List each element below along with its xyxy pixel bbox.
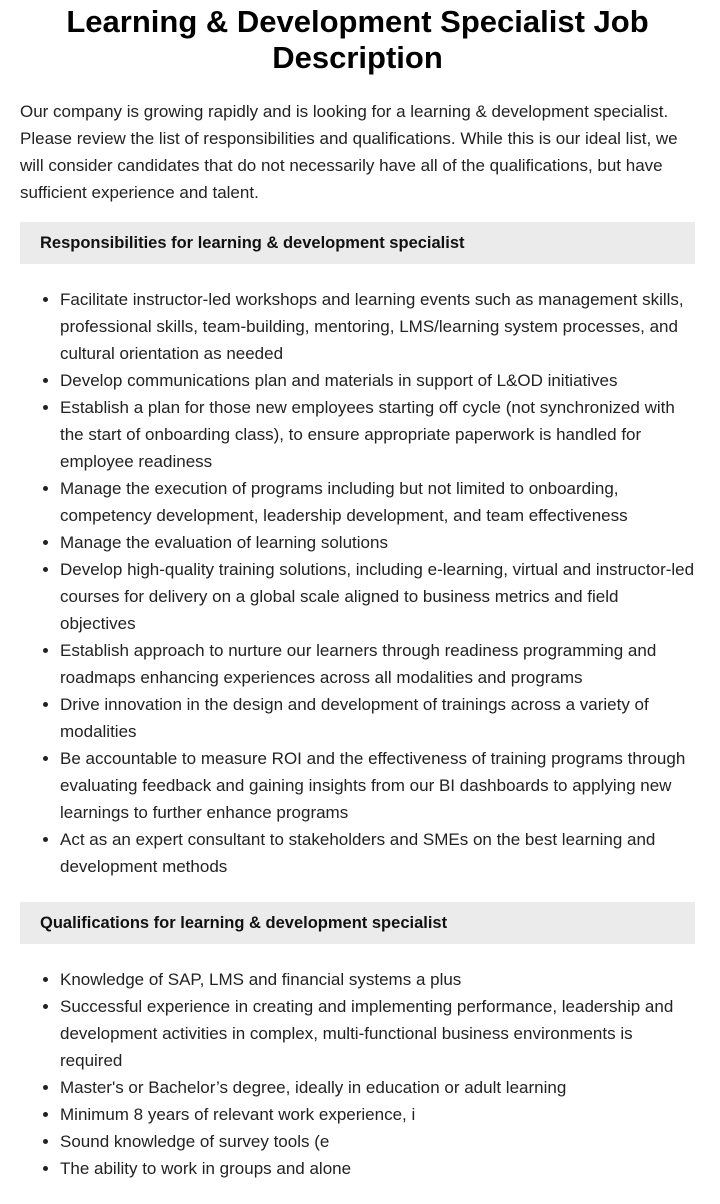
list-item: • The ability to work in groups and alone [60, 1155, 695, 1182]
list-item: • Master's or Bachelor’s degree, ideally in education or adult learning [60, 1074, 695, 1101]
list-item: • Act as an expert consultant to stakeholders and SMEs on the best learning and development methods [60, 826, 695, 880]
qualifications-heading: Qualifications for learning & development specialist [20, 902, 695, 944]
list-item: • Develop communications plan and materials in support of L&OD initiatives [60, 367, 695, 394]
list-item: • Successful experience in creating and implementing performance, leadership and development activities in complex, multi-functional business environments is required [60, 993, 695, 1074]
list-item: • Be accountable to measure ROI and the effectiveness of training programs through evaluating feedback and gaining insights from our BI dashboards to applying new learnings to further enhance programs [60, 745, 695, 826]
intro-paragraph: Our company is growing rapidly and is looking for a learning & development specialist. Please review the list of responsibilities and qualifications. While this is our ideal list, we will consider candidates that do not necessarily have all of the qualifications, but have sufficient experience and talent. [20, 102, 678, 202]
list-item: • Manage the evaluation of learning solutions [60, 529, 695, 556]
list-item: • Minimum 8 years of relevant work experience, i [60, 1101, 695, 1128]
list-item: • Establish approach to nurture our learners through readiness programming and roadmaps enhancing experiences across all modalities and programs [60, 637, 695, 691]
list-item: • Manage the execution of programs including but not limited to onboarding, competency development, leadership development, and team effectiveness [60, 475, 695, 529]
list-item: • Develop high-quality training solutions, including e-learning, virtual and instructor-led courses for delivery on a global scale aligned to business metrics and field objectives [60, 556, 695, 637]
responsibilities-heading: Responsibilities for learning & development specialist [20, 222, 695, 264]
qualifications-list [20, 966, 695, 1182]
list-item: • Sound knowledge of survey tools (e [60, 1128, 695, 1155]
list-item: • Facilitate instructor-led workshops and learning events such as management skills, professional skills, team-building, mentoring, LMS/learning system processes, and cultural orientation as needed [60, 286, 695, 367]
list-item: • Drive innovation in the design and development of trainings across a variety of modalities [60, 691, 695, 745]
job-description-page [0, 4, 720, 1182]
list-item: • Establish a plan for those new employees starting off cycle (not synchronized with the start of onboarding class), to ensure appropriate paperwork is handled for employee readiness [60, 394, 695, 475]
page-title: Learning & Development Specialist Job Description [66, 4, 649, 75]
responsibilities-list [20, 286, 695, 880]
list-item: • Knowledge of SAP, LMS and financial systems a plus [60, 966, 695, 993]
